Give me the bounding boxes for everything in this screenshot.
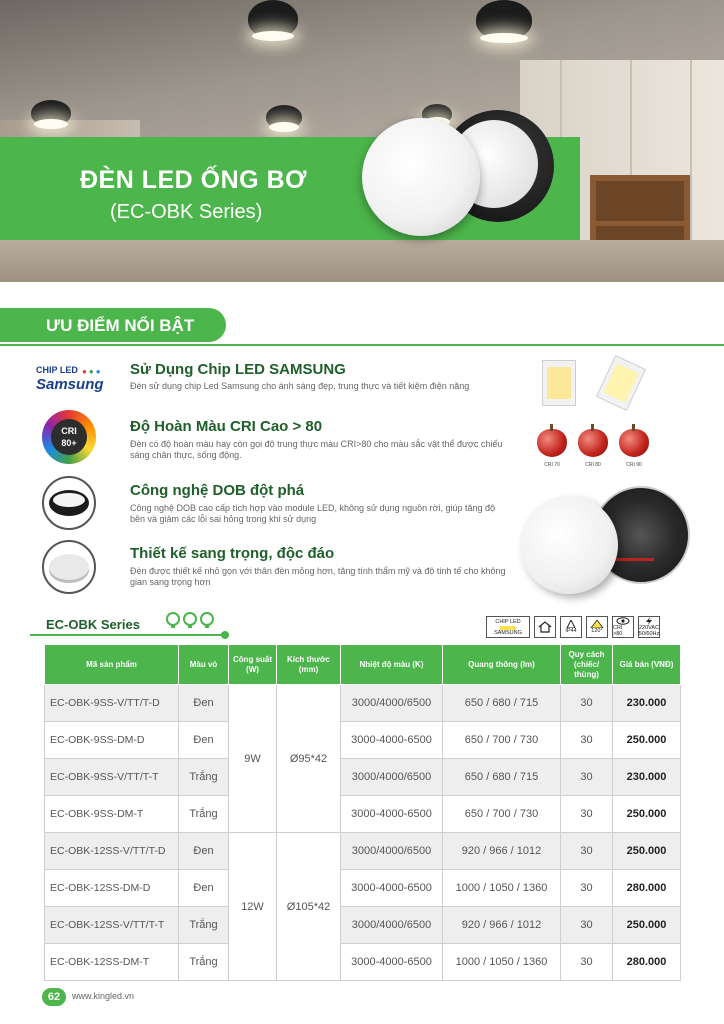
cert-label: CHIP LED — [495, 618, 521, 625]
bulb-icon — [166, 612, 180, 626]
feature-heading: Thiết kế sang trọng, độc đáo — [130, 545, 335, 562]
size-cell: Ø105*42 — [277, 833, 341, 981]
housing-color-cell: Trắng — [179, 944, 229, 981]
column-header: Quang thông (lm) — [443, 645, 561, 685]
ceiling-downlight-icon — [31, 100, 71, 126]
housing-color-cell: Trắng — [179, 796, 229, 833]
table-row — [45, 907, 681, 944]
product-code-cell: EC-OBK-9SS-DM-D — [45, 722, 179, 759]
section-title: ƯU ĐIỂM NỔI BẬT — [46, 316, 195, 335]
feature-heading: Độ Hoàn Màu CRI Cao > 80 — [130, 418, 323, 435]
product-code-cell: EC-OBK-12SS-DM-T — [45, 944, 179, 981]
color-temp-cell: 3000-4000-6500 — [341, 796, 443, 833]
price-cell: 230.000 — [613, 759, 681, 796]
section-divider — [0, 344, 724, 346]
apple-cri-label: CRI 70 — [544, 462, 560, 468]
product-photo — [520, 486, 690, 596]
column-header: Công suất (W) — [229, 645, 277, 685]
lumen-cell: 650 / 700 / 730 — [443, 722, 561, 759]
table-header-row — [45, 645, 681, 685]
product-code-cell: EC-OBK-9SS-DM-T — [45, 796, 179, 833]
price-cell: 250.000 — [613, 833, 681, 870]
column-header: Quy cách (chiếc/ thùng) — [561, 645, 613, 685]
hero-banner — [0, 0, 724, 282]
cri-badge-icon — [42, 410, 96, 464]
color-temp-cell: 3000/4000/6500 — [341, 907, 443, 944]
pack-cell: 30 — [561, 722, 613, 759]
color-temp-cell: 3000-4000-6500 — [341, 944, 443, 981]
cert-label: SAMSUNG — [494, 629, 522, 636]
bulb-icon — [183, 612, 197, 626]
feature-description: Đèn được thiết kế nhỏ gọn với thân đèn mỏng hơn, tăng tính thẩm mỹ và độ tinh tế cho không gian sang trọng hơn — [130, 566, 506, 587]
bulb-icon — [200, 612, 214, 626]
pack-cell: 30 — [561, 796, 613, 833]
pack-cell: 30 — [561, 870, 613, 907]
ip44-icon — [560, 616, 582, 638]
series-title: EC-OBK Series — [46, 617, 140, 632]
spec-table — [44, 644, 681, 981]
table-row — [45, 722, 681, 759]
feature-heading: Sử Dụng Chip LED SAMSUNG — [130, 361, 346, 378]
color-temp-cell: 3000/4000/6500 — [341, 685, 443, 722]
color-temp-cell: 3000/4000/6500 — [341, 833, 443, 870]
apple-icon — [537, 429, 567, 457]
cri-value: 80+ — [61, 438, 77, 448]
apple-icon — [619, 429, 649, 457]
black-downlight-icon — [42, 476, 96, 530]
housing-color-cell: Trắng — [179, 907, 229, 944]
bulb-icon-group — [166, 612, 217, 631]
housing-color-cell: Đen — [179, 870, 229, 907]
floor-background — [0, 240, 724, 282]
white-downlight-icon — [42, 540, 96, 594]
color-temp-cell: 3000-4000-6500 — [341, 870, 443, 907]
samsung-chip-cert-icon — [486, 616, 530, 638]
apple-icon — [578, 429, 608, 457]
white-lamp-photo — [362, 118, 480, 236]
cert-label: CRI >80 — [613, 625, 623, 637]
pack-cell: 30 — [561, 833, 613, 870]
product-code-cell: EC-OBK-12SS-V/TT/T-T — [45, 907, 179, 944]
table-row — [45, 685, 681, 722]
page-subtitle: (EC-OBK Series) — [110, 201, 263, 223]
led-chip-image — [596, 355, 646, 411]
column-header: Nhiệt độ màu (K) — [341, 645, 443, 685]
apple-cri-label: CRI 80 — [585, 462, 601, 468]
housing-color-cell: Đen — [179, 722, 229, 759]
price-cell: 250.000 — [613, 796, 681, 833]
cert-label: IP44 — [565, 628, 577, 634]
chip-led-label: CHIP LED — [36, 365, 78, 375]
pack-cell: 30 — [561, 685, 613, 722]
product-code-cell: EC-OBK-12SS-V/TT/T-D — [45, 833, 179, 870]
lamp-front-view — [520, 496, 618, 594]
table-row — [45, 796, 681, 833]
column-header: Màu vỏ — [179, 645, 229, 685]
rgb-dots-icon: ●●● — [82, 367, 103, 376]
cert-label: 120° — [591, 628, 603, 634]
column-header: Giá bán (VNĐ) — [613, 645, 681, 685]
price-cell: 280.000 — [613, 870, 681, 907]
column-header: Kích thước (mm) — [277, 645, 341, 685]
page-title: ĐÈN LED ỐNG BƠ — [80, 166, 307, 194]
price-cell: 250.000 — [613, 722, 681, 759]
pack-cell: 30 — [561, 907, 613, 944]
indoor-house-icon — [534, 616, 556, 638]
feature-description: Công nghệ DOB cao cấp tích hợp vào module LED, không sử dụng nguồn rời, giúp tăng độ bền và giảm các lỗi sai hỏng trong khi sử dụng — [130, 503, 496, 524]
lumen-cell: 920 / 966 / 1012 — [443, 907, 561, 944]
ceiling-downlight-icon — [476, 0, 532, 40]
section-header — [0, 308, 226, 342]
table-row — [45, 759, 681, 796]
series-divider — [30, 634, 226, 636]
housing-color-cell: Đen — [179, 685, 229, 722]
housing-color-cell: Trắng — [179, 759, 229, 796]
feature-description: Đèn có độ hoàn màu hay còn gọi độ trung thực màu CRI>80 cho màu sắc vật thể được chiếu sáng chân thực, sống động. — [130, 439, 503, 460]
column-header: Mã sản phẩm — [45, 645, 179, 685]
price-cell: 230.000 — [613, 685, 681, 722]
table-row — [45, 833, 681, 870]
lumen-cell: 650 / 680 / 715 — [443, 685, 561, 722]
apple-cri-label: CRI 90 — [626, 462, 642, 468]
ceiling-downlight-icon — [248, 0, 298, 38]
certification-icons — [486, 616, 660, 638]
housing-color-cell: Đen — [179, 833, 229, 870]
lumen-cell: 650 / 700 / 730 — [443, 796, 561, 833]
lumen-cell: 650 / 680 / 715 — [443, 759, 561, 796]
price-cell: 250.000 — [613, 907, 681, 944]
pack-cell: 30 — [561, 944, 613, 981]
led-chip-image — [542, 360, 576, 406]
product-code-cell: EC-OBK-12SS-DM-D — [45, 870, 179, 907]
product-code-cell: EC-OBK-9SS-V/TT/T-T — [45, 759, 179, 796]
feature-description: Đèn sử dụng chip Led Samsung cho ánh sáng đẹp, trung thực và tiết kiệm điện năng — [130, 381, 470, 391]
samsung-chip-logo — [36, 365, 126, 395]
website-link[interactable]: www.kingled.vn — [72, 991, 135, 1001]
table-row — [45, 944, 681, 981]
color-temp-cell: 3000-4000-6500 — [341, 722, 443, 759]
product-code-cell: EC-OBK-9SS-V/TT/T-D — [45, 685, 179, 722]
voltage-icon — [638, 616, 660, 638]
lumen-cell: 920 / 966 / 1012 — [443, 833, 561, 870]
samsung-brand-label: Samsung — [36, 376, 104, 393]
table-row — [45, 870, 681, 907]
color-temp-cell: 3000/4000/6500 — [341, 759, 443, 796]
price-cell: 280.000 — [613, 944, 681, 981]
power-cell: 9W — [229, 685, 277, 833]
lumen-cell: 1000 / 1050 / 1360 — [443, 870, 561, 907]
cri-label: CRI — [61, 426, 77, 436]
page-number: 62 — [42, 988, 66, 1006]
cert-label: 220VAC — [638, 625, 660, 631]
series-divider-dot — [221, 631, 229, 639]
power-cell: 12W — [229, 833, 277, 981]
cert-label: 50/60Hz — [638, 631, 660, 637]
pack-cell: 30 — [561, 759, 613, 796]
size-cell: Ø95*42 — [277, 685, 341, 833]
beam-angle-icon — [586, 616, 608, 638]
lumen-cell: 1000 / 1050 / 1360 — [443, 944, 561, 981]
cri-eye-icon — [612, 616, 634, 638]
feature-heading: Công nghệ DOB đột phá — [130, 482, 305, 499]
ceiling-downlight-icon — [266, 105, 302, 129]
